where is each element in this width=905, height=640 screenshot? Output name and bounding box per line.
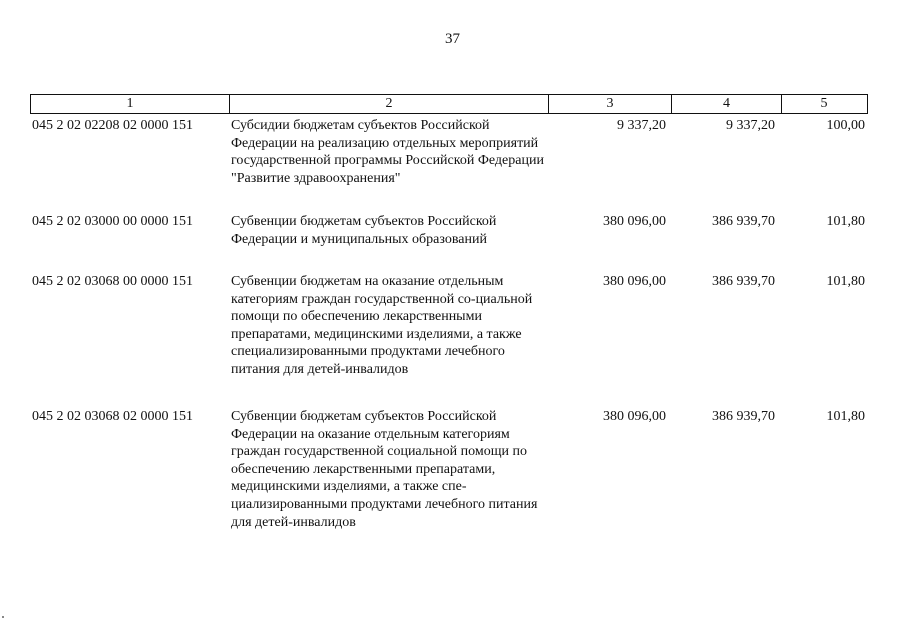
row-value-col-5: 101,80 bbox=[826, 214, 865, 229]
scan-speck bbox=[2, 616, 4, 618]
row-value-col-3: 380 096,00 bbox=[603, 274, 666, 289]
row-value-col-4: 386 939,70 bbox=[712, 409, 775, 424]
row-code: 045 2 02 03000 00 0000 151 bbox=[32, 214, 193, 229]
table-header-row bbox=[30, 94, 868, 114]
row-code: 045 2 02 03068 02 0000 151 bbox=[32, 409, 193, 424]
row-value-col-3: 380 096,00 bbox=[603, 409, 666, 424]
row-value-col-4: 9 337,20 bbox=[726, 118, 775, 133]
row-code: 045 2 02 02208 02 0000 151 bbox=[32, 118, 193, 133]
table-header-col-1: 1 bbox=[31, 95, 230, 113]
table-header-col-4: 4 bbox=[672, 95, 782, 113]
row-value-col-5: 100,00 bbox=[826, 118, 865, 133]
row-value-col-4: 386 939,70 bbox=[712, 214, 775, 229]
row-description: Субсидии бюджетам субъектов Российской Федерации на реализацию отдельных мероприятий государственной программы Российской Федерации "Развитие здравоохранения" bbox=[231, 118, 544, 186]
row-description: Субвенции бюджетам субъектов Российской Федерации и муниципальных образований bbox=[231, 214, 497, 247]
row-value-col-3: 380 096,00 bbox=[603, 214, 666, 229]
page-number: 37 bbox=[445, 31, 460, 47]
row-code: 045 2 02 03068 00 0000 151 bbox=[32, 274, 193, 289]
row-value-col-5: 101,80 bbox=[826, 409, 865, 424]
row-value-col-3: 9 337,20 bbox=[617, 118, 666, 133]
table-header-col-3: 3 bbox=[549, 95, 672, 113]
row-description: Субвенции бюджетам на оказание отдельным категориям граждан государственной со-циальной помощи по обеспечению лекарственными препаратами, медицинскими изделиями, а также специализированными продуктами лечебного питания для детей-инвалидов bbox=[231, 274, 533, 377]
row-description: Субвенции бюджетам субъектов Российской Федерации на оказание отдельным категориям граждан государственной социальной помощи по обеспечению лекарственными препаратами, медицинскими изделиями, а также спе-циализированными продуктами лечебного питания для детей-инвалидов bbox=[231, 409, 538, 530]
row-value-col-5: 101,80 bbox=[826, 274, 865, 289]
row-value-col-4: 386 939,70 bbox=[712, 274, 775, 289]
table-header-col-2: 2 bbox=[230, 95, 549, 113]
table-header-col-5: 5 bbox=[820, 96, 828, 111]
